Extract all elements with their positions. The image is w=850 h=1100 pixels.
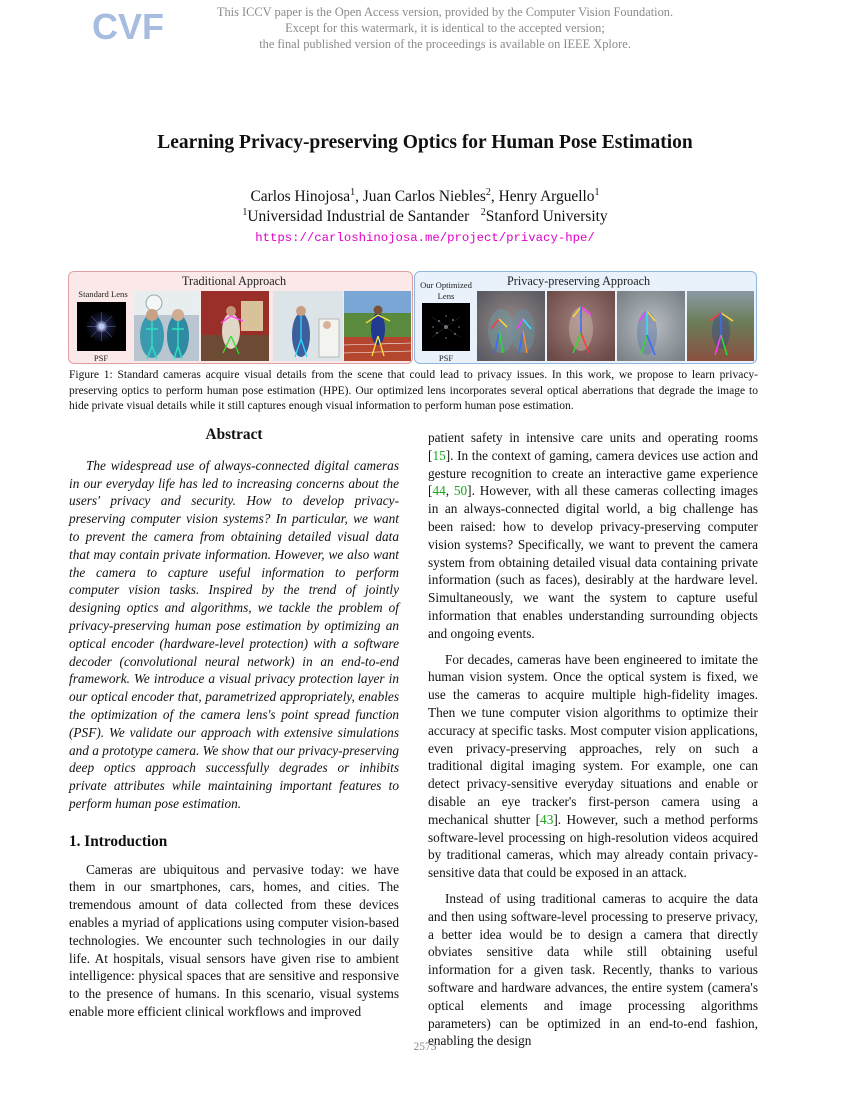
author-name: Carlos Hinojosa (250, 188, 351, 205)
photo-hospital-surgeons (134, 291, 199, 361)
citation-link[interactable]: 43 (540, 811, 554, 827)
abstract-heading: Abstract (205, 426, 263, 443)
paragraph-text: For decades, cameras have been engineered to imitate the human vision system. Once the optical system is fixed, we use the cameras to acquire multiple high-fidelity images. Then we tune computer vision algorithms to optimize their accuracy at specific tasks. Most computer vision applications, even privacy-preserving approaches, rely on such a traditional digital imaging system. For example, one can detect privacy-sensitive everyday situations and enable or disable an eye tracker's first-person camera using a mechanical shutter [ (428, 651, 758, 827)
figure-privacy-panel (414, 271, 757, 364)
affiliation-name: Stanford University (485, 208, 608, 225)
introduction-paragraph-1-continued (428, 429, 758, 643)
optimized-psf-image (422, 303, 470, 351)
right-column (428, 429, 758, 1050)
citation-link[interactable]: 44 (432, 483, 446, 499)
citation-separator: , (445, 483, 454, 499)
author-list: Carlos Hinojosa$^1$, Juan Carlos Niebles$^2$, Henry Arguello$^1$ (250, 187, 600, 205)
watermark-line-2: Except for this watermark, it is identical to the accepted version; (285, 21, 605, 35)
author-affil-sup: 1 (594, 187, 600, 198)
citation-link[interactable]: 15 (432, 447, 446, 463)
project-url-link[interactable]: https://carloshinojosa.me/project/privacy-hpe/ (255, 231, 595, 245)
watermark-line-1: This ICCV paper is the Open Access version, provided by the Computer Vision Foundation. (216, 5, 674, 19)
introduction-paragraph-2 (428, 651, 758, 882)
paper-title: Learning Privacy-preserving Optics for Human Pose Estimation (157, 132, 693, 153)
introduction-heading: 1. Introduction (69, 832, 168, 850)
paragraph-text: ]. However, with all these cameras collecting images in an always-connected digital world, a big challenge has been raised: how to develop privacy-preserving computer vision systems? Specifically, we want to prevent the camera system from obtaining detailed visual data containing private information (such as faces), desirably at the hardware level. Simultaneously, we want the system to capture useful information that enables understanding surrounding objects and ongoing events. (428, 483, 758, 641)
affiliation-name: Universidad Industrial de Santander (247, 208, 470, 225)
introduction-paragraph-3: Instead of using traditional cameras to acquire the data and then using software-level processing to preserve privacy, a better idea would be to design a camera that directly obviates sensitive data while still obtaining useful information for a given task. Recently, thanks to various software and hardware advances, the entire system (camera's optical elements and image processing algorithms parameters) can be optimized in an end-to-end fashion, enabling the design (428, 890, 758, 1049)
psf-label: PSF (93, 353, 109, 363)
photo-track-athlete (344, 291, 411, 361)
optimized-lens-label-line2: Lens (437, 291, 455, 301)
affil-sup: 1 (242, 207, 248, 218)
paragraph-text: ]. However, such a method performs software-level processing on high-resolution videos acquired by traditional cameras, which may already contain privacy-sensitive data that could be exposed in an attack. (428, 811, 758, 881)
figure-caption-label: Figure 1: (69, 369, 113, 381)
blurred-pose-image-3 (617, 291, 685, 361)
standard-lens-label: Standard Lens (78, 289, 128, 299)
author-name: Juan Carlos Niebles (362, 188, 486, 205)
author-name: Henry Arguello (498, 188, 595, 205)
author-affil-sup: 2 (485, 187, 491, 198)
photo-home-dance (201, 291, 269, 361)
figure-caption-text: Standard cameras acquire visual details from the scene that could lead to privacy issues. In this work, we propose to learn privacy-preserving optics to perform human pose estimation (HPE). Our optimized lens incorporates several optical aberrations that degrade the image to hide private visual details while it still captures enough visual information to perform human pose estimation. (69, 369, 758, 412)
affil-sup: 2 (480, 207, 486, 218)
left-column (69, 426, 399, 1021)
watermark-line-3: the final published version of the proceedings is available on IEEE Xplore. (259, 37, 631, 51)
blurred-pose-image-4 (687, 291, 754, 361)
abstract-text: The widespread use of always-connected digital cameras in our everyday life has led to increasing concerns about the users' privacy and security. How to develop privacy-preserving computer vision systems? In particular, we want to prevent the camera from obtaining detailed visual data that may contain private information. However, we also want the camera to capture useful information to perform computer vision tasks. Inspired by the trend of jointly designing optics and algorithms, we tackle the problem of privacy-preserving human pose estimation by optimizing an optical encoder (hardware-level protection) with a software decoder (convolutional neural network) in an end-to-end framework. We introduce a visual privacy protection layer in our optical encoder that, parametrized appropriately, enables the optimization of the camera lens's point spread function (PSF). We validate our approach with extensive simulations and a prototype camera. We show that our privacy-preserving deep optics approach successfully degrades or inhibits private attributes while maintaining important features to perform human pose estimation. (69, 457, 399, 811)
introduction-paragraph-1: Cameras are ubiquitous and pervasive today: we have them in our smartphones, cars, homes, and cities. The tremendous amount of data collected from these devices enables a myriad of applications using computer vision-based technologies. We encounter such technologies in our daily life. At hospitals, visual sensors have given rise to ambient intelligence: physical spaces that are sensitive and responsive to the presence of humans. In this scenario, visual systems enable more efficient clinical workflows and improved (69, 861, 399, 1019)
traditional-approach-heading: Traditional Approach (182, 274, 287, 288)
watermark (0, 4, 850, 52)
privacy-approach-heading: Privacy-preserving Approach (507, 274, 651, 288)
optimized-psf-label: PSF (438, 353, 454, 363)
cvf-logo-text: CVF (92, 6, 164, 47)
figure-traditional-panel (68, 271, 413, 364)
paragraph-text: patient safety in intensive care units and operating rooms [ (428, 430, 758, 463)
affiliation-list (0, 207, 850, 227)
blurred-pose-image-1 (477, 291, 545, 361)
figure-1-caption (69, 368, 758, 415)
author-affil-sup: 1 (350, 187, 356, 198)
paragraph-text: ]. In the context of gaming, camera devices use action and gesture recognition to create an interactive game experience [ (428, 447, 758, 499)
page-number: 2573 (413, 1041, 437, 1053)
optimized-lens-label-line1: Our Optimized (420, 280, 472, 290)
citation-link[interactable]: 50 (453, 483, 468, 499)
blurred-pose-image-2 (547, 291, 615, 361)
photo-elderly-care (273, 291, 343, 361)
standard-psf-image (77, 302, 126, 351)
